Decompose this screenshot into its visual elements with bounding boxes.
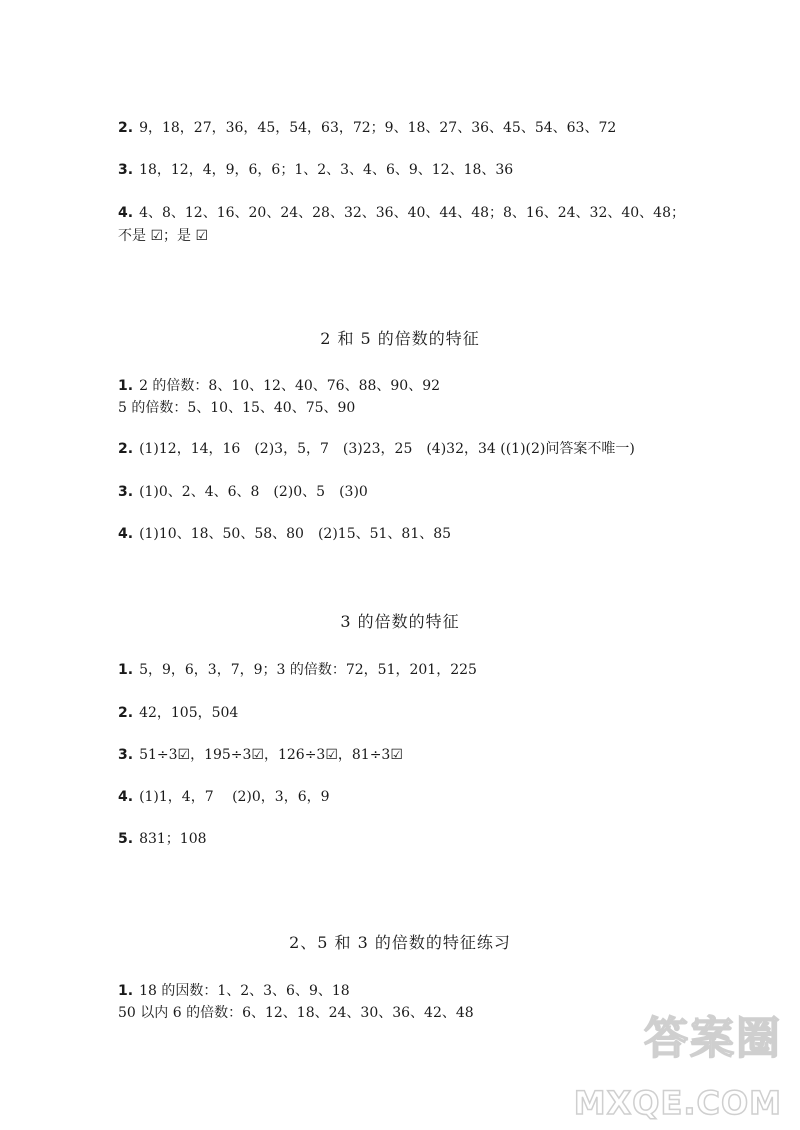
- watermark-logo: [573, 1002, 782, 1122]
- question-number: 4.: [118, 205, 134, 221]
- watermark-text-top: 答案圈: [644, 1013, 782, 1064]
- s2-q2: [118, 440, 635, 458]
- question-number: 3.: [118, 162, 134, 178]
- s2-q1: [118, 377, 440, 395]
- answer-text: 831；108: [139, 831, 207, 847]
- question-number: 5.: [118, 831, 134, 847]
- section-title-2-and-5: 2 和 5 的倍数的特征: [320, 329, 480, 348]
- s3-q1: [118, 661, 477, 679]
- question-number: 1.: [118, 983, 134, 999]
- section-title-2-5-3-practice: 2、5 和 3 的倍数的特征练习: [289, 933, 511, 952]
- s4-q1-continuation: 50 以内 6 的倍数：6、12、18、24、30、36、42、48: [118, 1005, 474, 1021]
- answer-text: 18 的因数：1、2、3、6、9、18: [139, 983, 350, 999]
- s2-q4: [118, 525, 451, 543]
- watermark-text-bottom: MXQE.COM: [573, 1084, 782, 1122]
- answer-text: 42，105，504: [139, 705, 239, 721]
- answer-text: (1)1，4，7 (2)0，3，6，9: [139, 789, 330, 805]
- s2-q1-continuation: 5 的倍数：5、10、15、40、75、90: [118, 400, 356, 416]
- answer-text: (1)10、18、50、58、80 (2)15、51、81、85: [139, 526, 452, 542]
- s3-q5: [118, 830, 207, 848]
- answer-text: 51÷3☑，195÷3☑，126÷3☑，81÷3☑: [139, 747, 403, 763]
- s1-q4: [118, 204, 685, 222]
- answer-text: 9，18，27，36，45，54，63，72；9、18、27、36、45、54、63、72: [139, 120, 617, 136]
- s3-q4: [118, 788, 330, 806]
- question-number: 1.: [118, 662, 134, 678]
- question-number: 1.: [118, 378, 134, 394]
- question-number: 2.: [118, 705, 134, 721]
- question-number: 4.: [118, 789, 134, 805]
- answer-text: 4、8、12、16、20、24、28、32、36、40、44、48；8、16、24、32、40、48；: [139, 205, 685, 221]
- question-number: 2.: [118, 120, 134, 136]
- answer-text: 2 的倍数：8、10、12、40、76、88、90、92: [139, 378, 441, 394]
- answer-text: (1)0、2、4、6、8 (2)0、5 (3)0: [139, 484, 368, 500]
- answer-text: 5，9，6，3，7，9；3 的倍数：72，51，201，225: [139, 662, 477, 678]
- answer-text: 18，12，4，9，6，6；1、2、3、4、6、9、12、18、36: [139, 162, 514, 178]
- question-number: 3.: [118, 484, 134, 500]
- question-number: 2.: [118, 441, 134, 457]
- s2-q3: [118, 483, 368, 501]
- s3-q3: [118, 746, 403, 764]
- answer-text: (1)12，14，16 (2)3，5，7 (3)23，25 (4)32，34 ((1)(2)问答案不唯一): [139, 441, 635, 457]
- s4-q1: [118, 982, 350, 1000]
- s1-q3: [118, 161, 513, 179]
- s3-q2: [118, 704, 238, 722]
- s1-q4-continuation: 不是 ☑；是 ☑: [118, 228, 209, 244]
- question-number: 4.: [118, 526, 134, 542]
- section-title-3: 3 的倍数的特征: [340, 612, 460, 631]
- s1-q2: [118, 119, 616, 137]
- question-number: 3.: [118, 747, 134, 763]
